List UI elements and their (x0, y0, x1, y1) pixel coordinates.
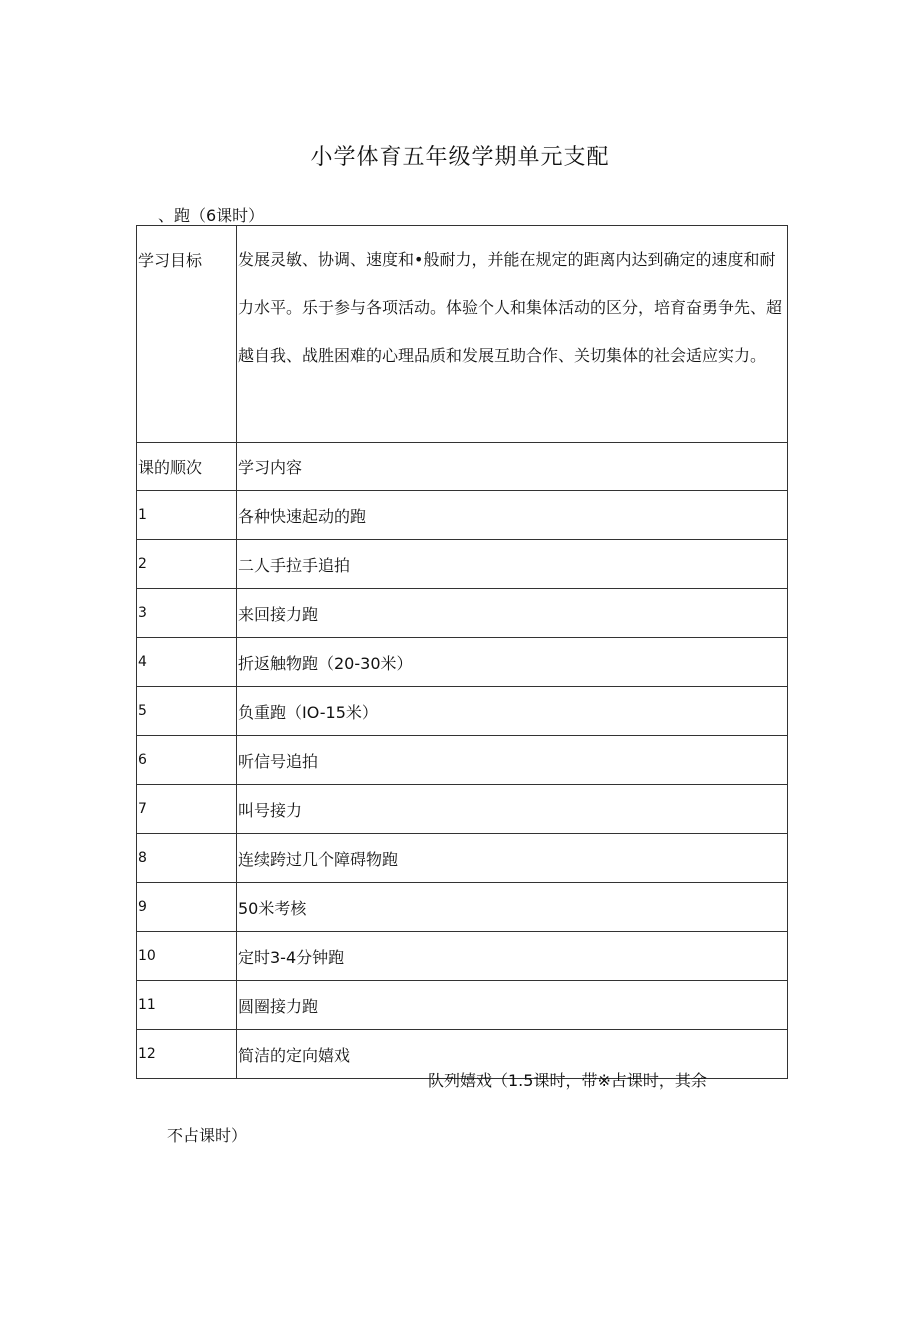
table-row (137, 491, 788, 540)
goal-text-cell: 发展灵敏、协调、速度和•般耐力，并能在规定的距离内达到确定的速度和耐力水平。乐于参与各项活动。体验个人和集体活动的区分，培育奋勇争先、超越自我、战胜困难的心理品质和发展互助合作、关切集体的社会适应实力。 (237, 226, 788, 443)
lesson-content: 听信号追拍 (237, 736, 788, 785)
table-row (137, 736, 788, 785)
next-section-heading-line1: 队列嬉戏（1.5课时，带※占课时，其余 (428, 1071, 707, 1090)
lesson-number: 9 (137, 883, 237, 932)
table-row (137, 883, 788, 932)
lesson-content: 连续跨过几个障碍物跑 (237, 834, 788, 883)
lesson-number: 6 (137, 736, 237, 785)
lesson-number: 4 (137, 638, 237, 687)
table-row (137, 932, 788, 981)
table-row (137, 981, 788, 1030)
lesson-number: 5 (137, 687, 237, 736)
lesson-content: 50米考核 (237, 883, 788, 932)
lesson-number: 8 (137, 834, 237, 883)
lesson-content: 负重跑（IO-15米） (237, 687, 788, 736)
lesson-number: 10 (137, 932, 237, 981)
lesson-number: 3 (137, 589, 237, 638)
lesson-content: 二人手拉手追拍 (237, 540, 788, 589)
lesson-content: 来回接力跑 (237, 589, 788, 638)
table-row (137, 687, 788, 736)
lesson-content: 简洁的定向嬉戏 (237, 1030, 788, 1079)
lesson-content: 叫号接力 (237, 785, 788, 834)
table-header-row (137, 443, 788, 491)
lesson-content: 定时3-4分钟跑 (237, 932, 788, 981)
table-row (137, 540, 788, 589)
table-row (137, 638, 788, 687)
lesson-content: 折返触物跑（20-30米） (237, 638, 788, 687)
header-learning-content: 学习内容 (237, 443, 788, 491)
lesson-number: 12 (137, 1030, 237, 1079)
lesson-number: 11 (137, 981, 237, 1030)
table-row (137, 834, 788, 883)
lesson-number: 7 (137, 785, 237, 834)
lesson-number: 1 (137, 491, 237, 540)
lesson-number: 2 (137, 540, 237, 589)
lesson-content: 圆圈接力跑 (237, 981, 788, 1030)
header-lesson-order: 课的顺次 (137, 443, 237, 491)
page-title: 小学体育五年级学期单元支配 (310, 145, 610, 170)
section-heading-running: 、跑（6课时） (158, 206, 265, 225)
lesson-content: 各种快速起动的跑 (237, 491, 788, 540)
unit-plan-table (136, 225, 788, 1079)
next-section-heading-line2: 不占课时） (167, 1126, 248, 1145)
goal-label-cell: 学习目标 (137, 226, 237, 443)
table-row (137, 589, 788, 638)
table-row (137, 785, 788, 834)
learning-goal-row (137, 226, 788, 443)
